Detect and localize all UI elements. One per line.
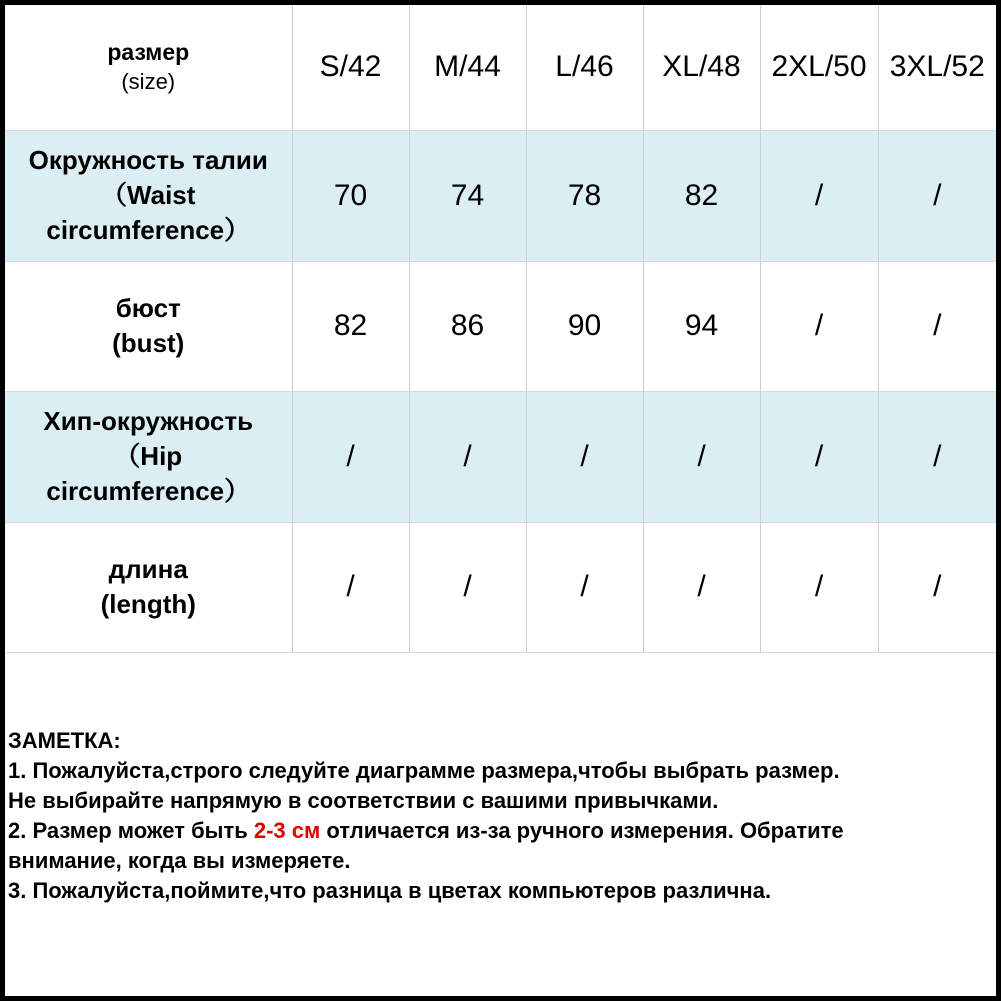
bust-label-cell [5,261,292,391]
table-cell: / [760,130,878,261]
row-label-line: (bust) [112,328,185,358]
hip-label-cell [5,391,292,522]
header-row [5,5,996,130]
note-text: отличается из-за ручного измерения. Обратите [320,818,844,843]
table-cell: 74 [409,130,526,261]
row-label-line: (length) [100,589,196,619]
notes-title: ЗАМЕТКА: [8,728,121,753]
waist-label-cell [5,130,292,261]
size-chart-table [5,5,996,653]
table-cell: / [878,261,996,391]
table-cell: / [760,261,878,391]
table-cell: / [760,391,878,522]
size-header: L/46 [526,5,643,130]
table-cell: / [643,522,760,652]
waist-row [5,130,996,261]
table-cell: / [292,522,409,652]
bust-row [5,261,996,391]
table-cell: / [526,391,643,522]
note-text: 2. Размер может быть [8,818,254,843]
note-line [8,816,998,846]
table-cell: / [409,391,526,522]
table-cell: 78 [526,130,643,261]
note-line: Не выбирайте напрямую в соответствии с вашими привычками. [8,788,719,813]
size-header: S/42 [292,5,409,130]
table-cell: / [409,522,526,652]
table-cell: / [526,522,643,652]
table-cell: / [292,391,409,522]
table-cell: 70 [292,130,409,261]
note-line: 3. Пожалуйста,поймите,что разница в цветах компьютеров различна. [8,878,772,903]
row-label-line: Окружность талии [28,145,268,175]
hip-row [5,391,996,522]
row-label-line: （Waist [101,180,196,210]
table-cell: 94 [643,261,760,391]
size-label-cell [5,5,292,130]
table-cell: 82 [292,261,409,391]
table-cell: 86 [409,261,526,391]
row-label-line: бюст [115,293,181,323]
size-header: 3XL/52 [878,5,996,130]
table-cell: / [878,130,996,261]
table-cell: / [878,522,996,652]
note-highlight: 2-3 см [253,818,321,843]
table-cell: / [878,391,996,522]
size-header: M/44 [409,5,526,130]
note-line: 1. Пожалуйста,строго следуйте диаграмме размера,чтобы выбрать размер. [8,758,840,783]
length-row [5,522,996,652]
size-header: XL/48 [643,5,760,130]
row-label-line: circumference） [46,215,251,245]
row-label-line: Хип-окружность [43,406,254,436]
row-label-line: circumference） [46,476,251,506]
notes-section [8,726,998,906]
table-cell: / [643,391,760,522]
row-label-line: （Hip [114,441,183,471]
row-label-line: длина [108,554,188,584]
size-label-main: размер [107,39,190,66]
size-header: 2XL/50 [760,5,878,130]
table-cell: 82 [643,130,760,261]
note-line: внимание, когда вы измеряете. [8,848,351,873]
length-label-cell [5,522,292,652]
table-cell: / [760,522,878,652]
table-cell: 90 [526,261,643,391]
size-label-sub: (size) [121,69,176,95]
